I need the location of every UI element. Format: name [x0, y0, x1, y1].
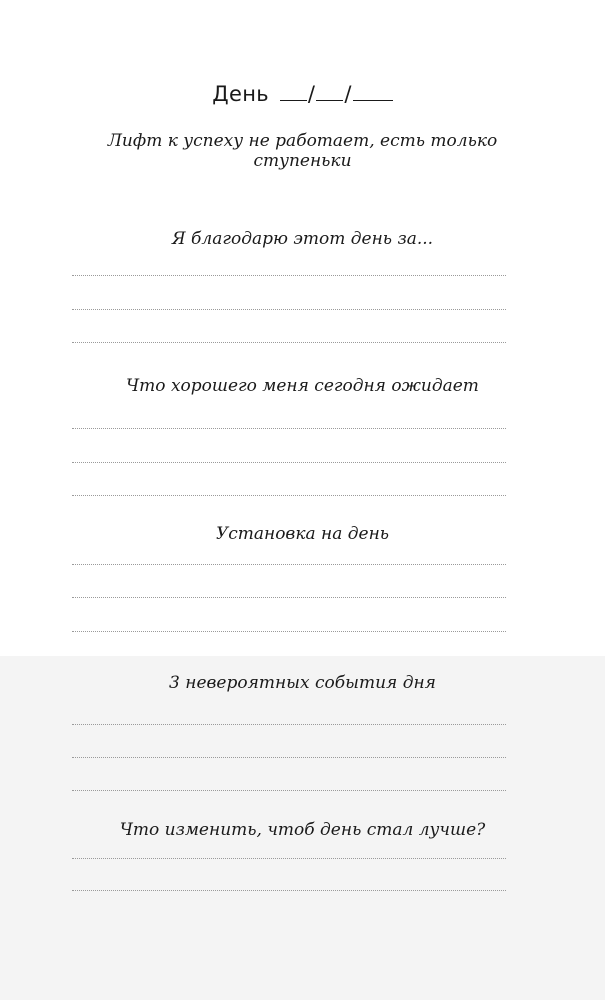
date-header — [0, 82, 605, 106]
writing-line[interactable] — [72, 631, 506, 632]
writing-line[interactable] — [72, 495, 506, 496]
writing-line[interactable] — [72, 724, 506, 725]
writing-line[interactable] — [72, 890, 506, 891]
year-blank[interactable] — [353, 84, 393, 101]
section-title-amazing-events: 3 невероятных события дня — [169, 673, 436, 693]
writing-line[interactable] — [72, 342, 506, 343]
writing-line[interactable] — [72, 564, 506, 565]
section-title-daily-intention: Установка на день — [215, 524, 390, 544]
motivational-quote: Лифт к успеху не работает, есть только ступеньки — [107, 131, 498, 171]
writing-line[interactable] — [72, 309, 506, 310]
date-slash: / — [344, 82, 352, 106]
writing-line[interactable] — [72, 790, 506, 791]
section-title-gratitude: Я благодарю этот день за... — [171, 229, 434, 249]
writing-line[interactable] — [72, 462, 506, 463]
section-title-improvements: Что изменить, чтоб день стал лучше? — [119, 820, 486, 840]
writing-line[interactable] — [72, 597, 506, 598]
writing-line[interactable] — [72, 858, 506, 859]
writing-line[interactable] — [72, 428, 506, 429]
date-slash: / — [307, 82, 316, 106]
writing-line[interactable] — [72, 275, 506, 276]
section-title-expectations: Что хорошего меня сегодня ожидает — [126, 376, 479, 396]
writing-line[interactable] — [72, 757, 506, 758]
month-blank[interactable] — [316, 84, 343, 101]
day-blank[interactable] — [280, 84, 307, 101]
day-label: День — [212, 82, 269, 106]
